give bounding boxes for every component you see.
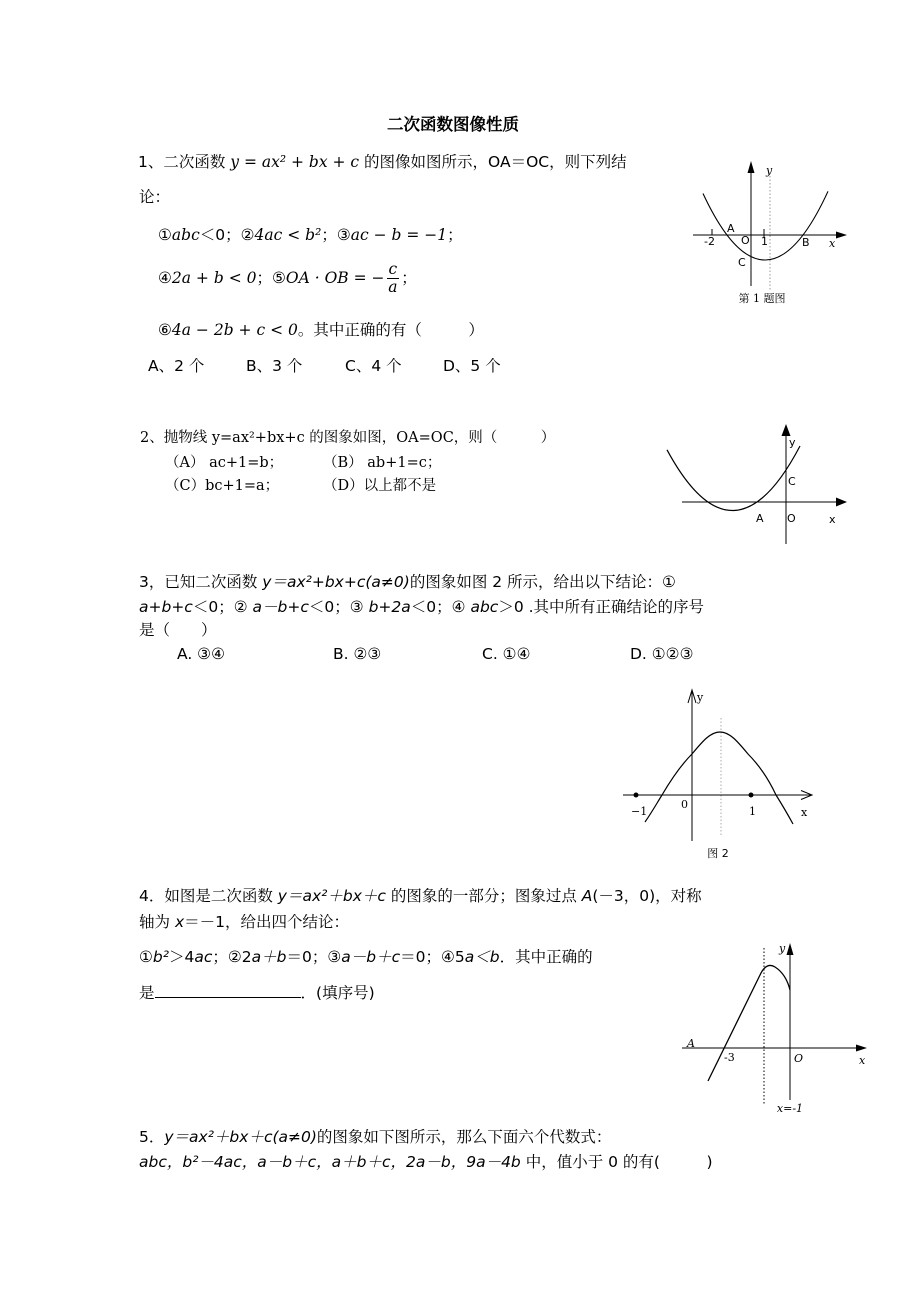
x-axis-label: x [859,1054,866,1067]
math-expression: abc [470,598,499,616]
x-axis-label: x [829,513,836,526]
math-expression: ac [194,948,213,966]
tick-label: 1 [749,805,756,818]
option-d: D. ①②③ [630,645,694,663]
point-label-a: A [756,512,764,525]
stem-text: 的图象的一部分；图象过点 [385,887,582,905]
fraction [387,261,400,296]
text: ＝0；③ [286,948,342,966]
circled-number: ① [158,226,172,244]
point-marker [749,793,754,798]
question-stem-continued [139,912,349,932]
text: ＝0；④5 [400,948,465,966]
answer-blank [155,982,301,998]
math-expression: abc [171,226,200,244]
math-expression: a＋b [251,948,287,966]
figure-4-parabola-graph [675,935,875,1120]
circled-number: ④ [158,269,172,287]
page-title: 二次函数图像性质 [387,115,519,134]
option-a: A. ③④ [177,645,225,663]
x-axis-arrow-icon [856,1045,867,1052]
y-axis-label: y [697,691,704,704]
text: ； [401,269,417,287]
option-a: A、2 个 [148,357,205,375]
question-stem [139,886,702,906]
text: ．其中正确的 [499,948,593,966]
figure-3-parabola-graph [615,685,830,865]
y-axis-label: y [779,942,786,955]
origin-label: O [787,512,796,525]
math-expression: y = ax² + bx + c [230,153,360,171]
question-stem: 2、抛物线 y=ax²+bx+c 的图象如图，OA=OC，则（ ） [140,430,556,446]
option-b: （B） ab+1=c； [323,455,442,471]
option-d: D、5 个 [443,357,501,375]
text: ＜0；② [192,598,253,616]
text: ＞4 [168,948,195,966]
origin-label: O [794,1052,804,1065]
stem-text: 4．如图是二次函数 [139,887,278,905]
option-c: C. ①④ [482,645,531,663]
math-expression: x [174,913,185,931]
option-c: （C）bc+1=a； [165,478,280,494]
question-stem-continued [139,1152,713,1172]
x-axis-label: x [829,237,836,250]
y-axis-label: y [789,436,796,449]
circled-number: ⑤ [272,269,286,287]
circled-number: ⑥ [158,321,172,339]
stem-text: 的图象如图 2 所示，给出以下结论：① [409,573,676,591]
text: ； [447,226,463,244]
text: ；②2 [212,948,252,966]
text: ＞0 .其中所有正确结论的序号 [498,598,705,616]
text: ； [256,269,272,287]
tick-label: -2 [704,235,715,248]
question-stem-continued: 是（ ） [139,621,217,639]
y-axis-arrow-icon [782,424,791,436]
math-expression: a＜b [464,948,500,966]
math-expression: OA · OB = − [285,269,385,287]
point-label-a: A [727,222,735,235]
fraction-denominator: a [388,278,398,296]
text: ； [321,226,337,244]
y-axis-label: y [766,164,773,177]
math-expression: b+2a [368,598,411,616]
point-label-c: C [738,256,746,269]
stem-text: 1、二次函数 [138,153,231,171]
math-expression: 4a − 2b + c < 0 [171,321,298,339]
x-axis-label: x [801,806,808,819]
fraction-numerator: c [388,260,398,278]
tick-label: -3 [724,1051,735,1064]
stem-text: 中，值小于 0 的有( ) [520,1153,713,1171]
figure-1-parabola-graph [690,155,850,310]
point-marker [634,793,639,798]
y-axis-arrow-icon [787,943,794,955]
option-a: （A） ac+1=b； [165,455,284,471]
circled-number: ② [240,226,255,244]
parabola-curve [708,965,790,1081]
point-label-b: B [802,236,810,249]
option-b: B. ②③ [333,645,382,663]
conclusion-line [139,597,704,617]
text: ＜0；③ [308,598,369,616]
point-label-a: A [687,1037,695,1050]
figure-2-parabola-graph [660,420,860,550]
circled-number: ① [139,948,153,966]
math-expression: a－b+c [252,598,309,616]
math-expression: ac − b = −1 [350,226,448,244]
answer-line [139,982,375,1003]
question-stem [138,152,627,172]
conclusion-line [158,320,484,340]
parabola-curve [645,732,793,824]
question-stem [139,1127,611,1147]
math-expression-list: abc，b²－4ac，a－b＋c，a＋b＋c，2a－b，9a－4b [139,1153,521,1171]
point-label-c: C [788,475,796,488]
x-axis-arrow-icon [836,498,847,507]
conclusion-line [139,947,593,967]
parabola-curve [667,446,800,511]
option-b: B、3 个 [246,357,303,375]
text: ＜0； [199,226,241,244]
math-expression: a－b＋c [341,948,401,966]
option-c: C、4 个 [345,357,402,375]
math-expression: a+b+c [139,598,193,616]
text: 。其中正确的有（ ） [297,321,484,339]
conclusion-line [158,225,463,245]
math-expression: y＝ax²＋bx＋c(a≠0) [164,1128,317,1146]
text: 是 [139,984,155,1002]
conclusion-line [158,261,417,296]
question-stem [139,572,676,592]
parabola-curve [703,191,828,260]
math-expression: 2a + b < 0 [171,269,257,287]
stem-text: (－3，0)，对称 [592,887,702,905]
math-expression: y＝ax²＋bx＋c [277,887,386,905]
circled-number: ③ [336,226,351,244]
stem-text: 3，已知二次函数 [139,573,263,591]
tick-label: 1 [761,235,768,248]
stem-text: 的图象如下图所示，那么下面六个代数式： [316,1128,612,1146]
question-stem-continued: 论： [139,188,171,206]
y-axis-arrow-icon [748,161,755,173]
math-expression: y＝ax²+bx+c(a≠0) [262,573,410,591]
origin-label: O [741,234,750,247]
stem-text: 轴为 [139,913,175,931]
origin-label: 0 [681,798,688,811]
text: ．(填序号) [300,984,375,1002]
stem-text: 5． [139,1128,165,1146]
x-axis-arrow-icon [836,232,847,239]
symmetry-axis-label: x=-1 [776,1102,804,1115]
point-name: A [581,887,593,905]
stem-text: 的图像如图所示，OA＝OC，则下列结 [359,153,627,171]
math-expression: 4ac < b² [254,226,322,244]
figure-caption: 第 1 题图 [738,292,786,305]
figure-caption: 图 2 [707,847,729,860]
option-d: （D）以上都不是 [323,478,437,494]
text: ＜0；④ [410,598,471,616]
tick-label: −1 [631,805,648,818]
math-expression: b² [152,948,169,966]
stem-text: ＝－1，给出四个结论： [184,913,349,931]
